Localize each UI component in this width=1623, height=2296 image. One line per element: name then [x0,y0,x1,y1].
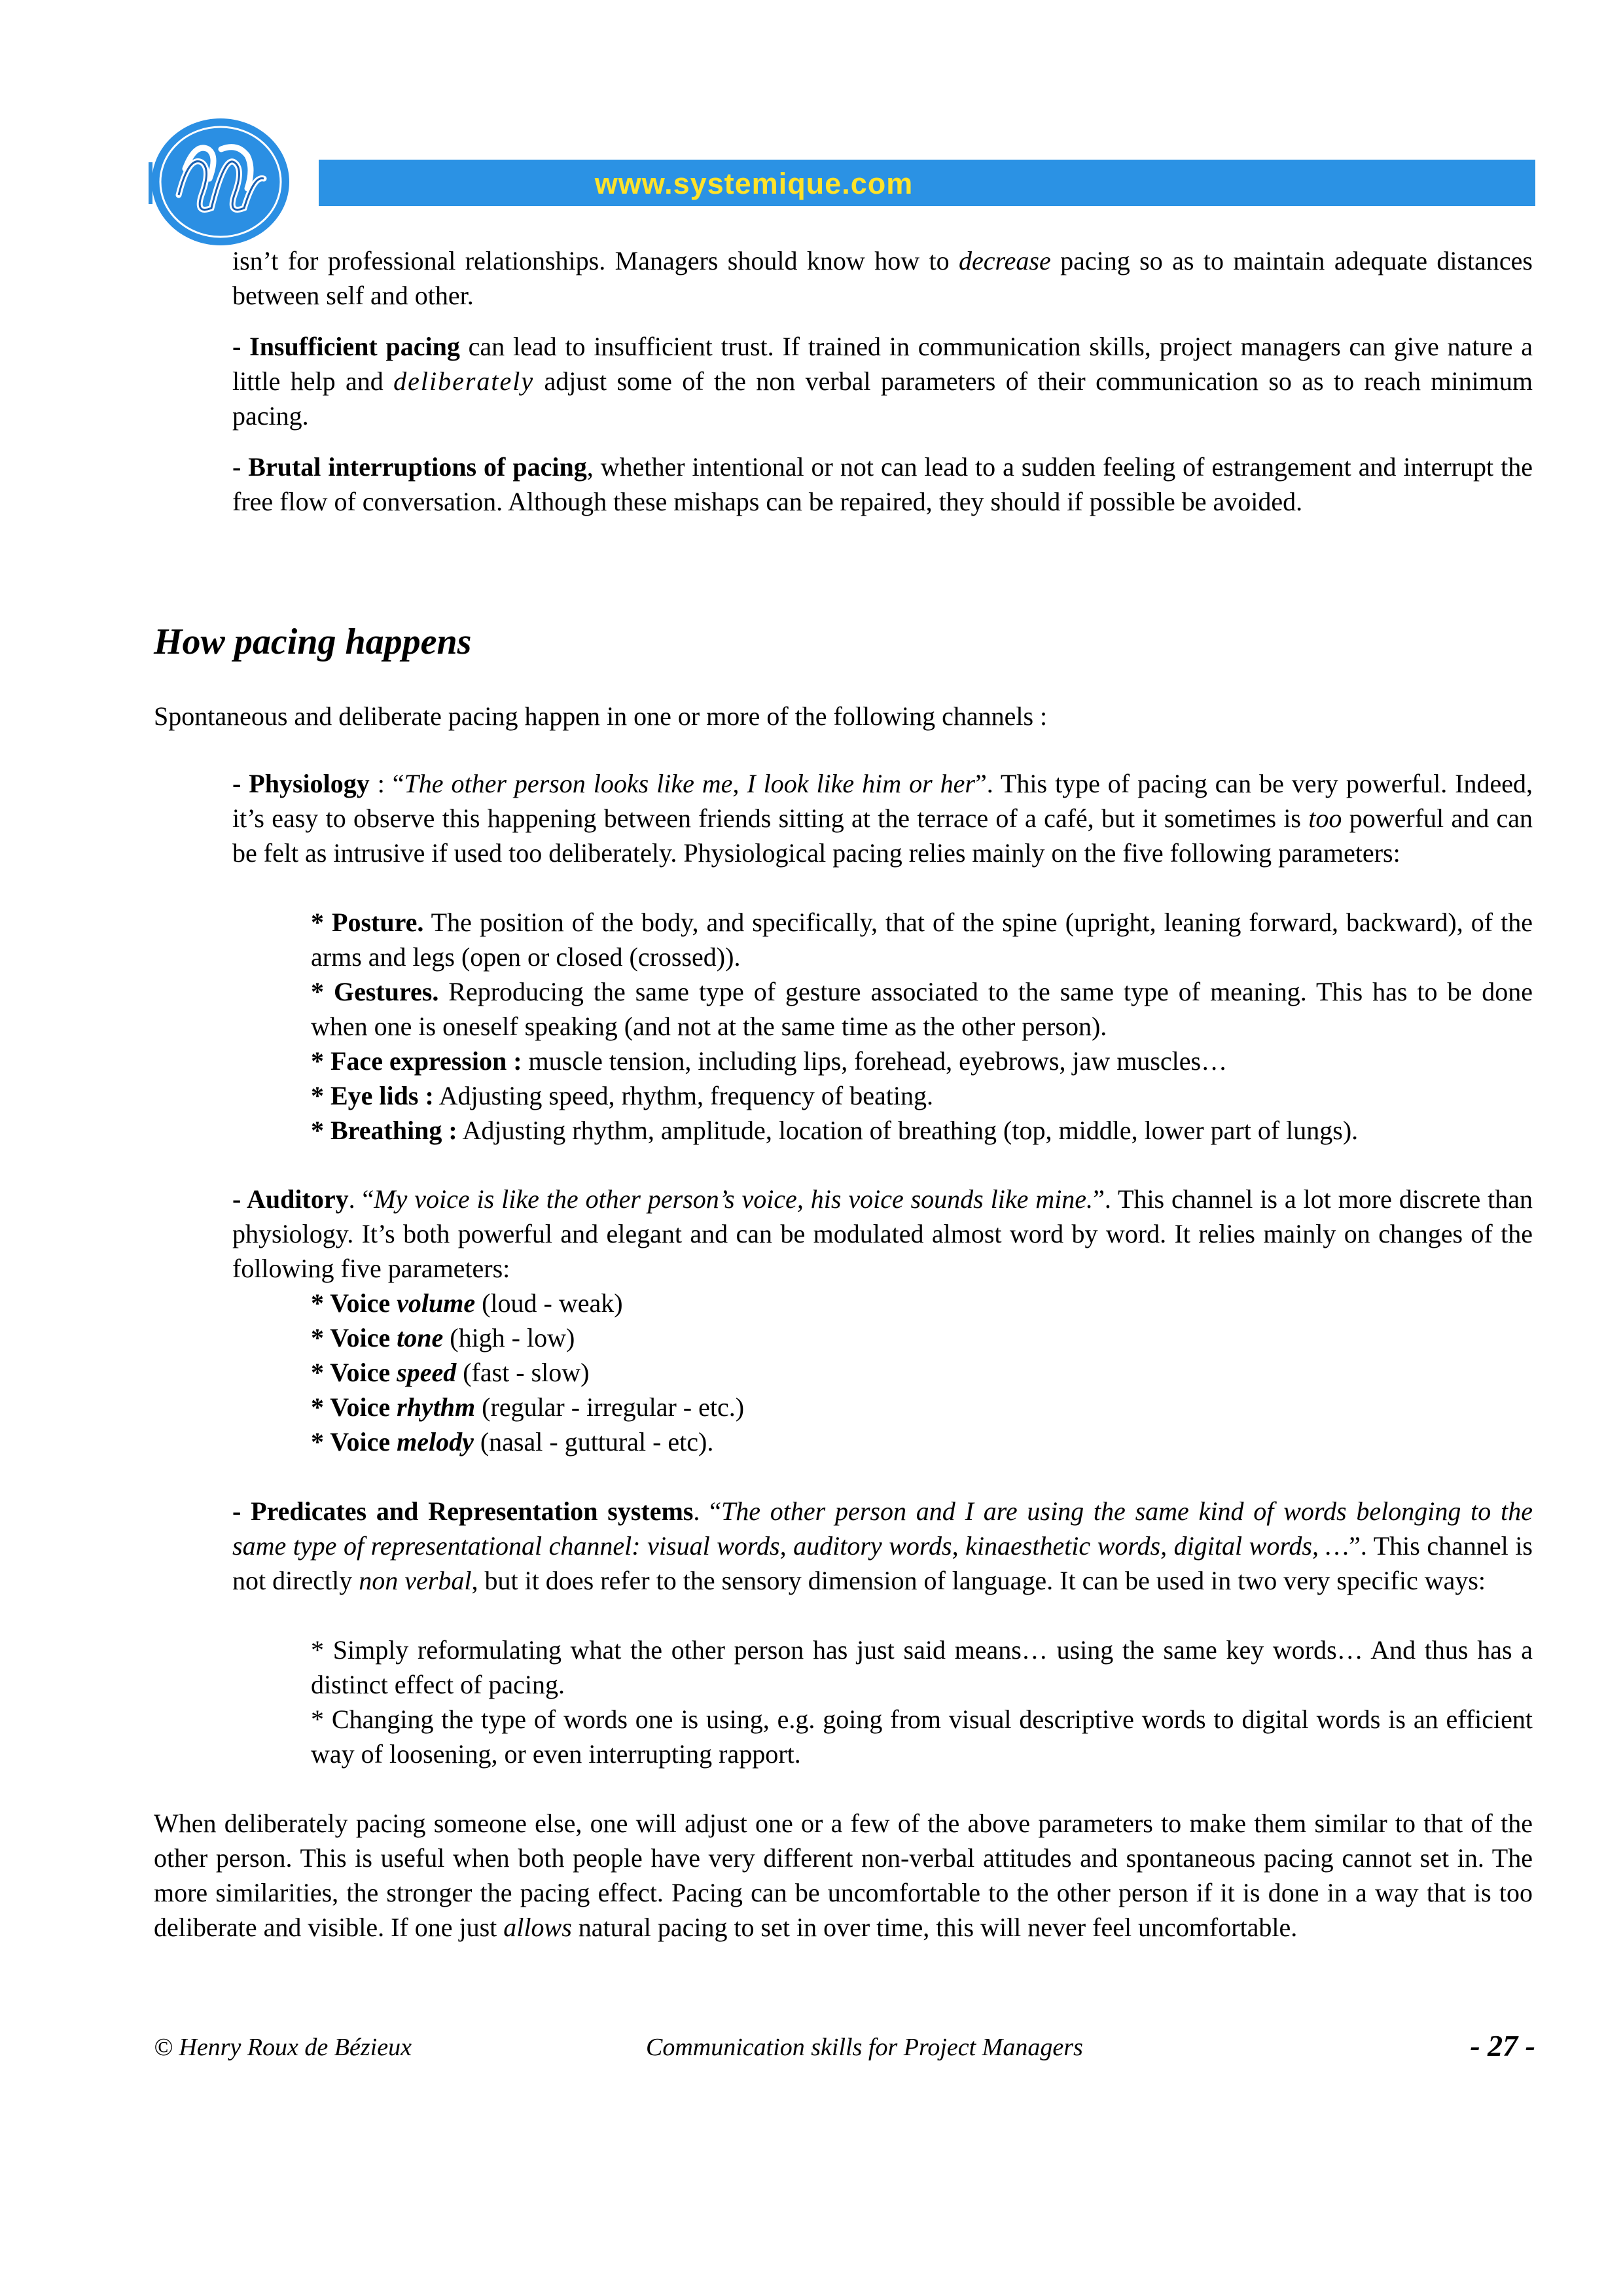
brutal-interruptions-paragraph [232,450,1533,519]
bold-label: - Insufficient pacing [232,332,460,361]
emphasis: tone [397,1323,444,1352]
voice-melody-item [311,1424,713,1459]
text: . “ [693,1496,721,1526]
bold-label: - Physiology [232,769,370,798]
text: can lead to insufficient trust. If trained in communication skills, project managers can give nature a little help and [232,332,1533,396]
footer-author: © Henry Roux de Bézieux [154,2034,412,2061]
text: . “ [348,1184,374,1214]
quote: My voice is like the other person’s voice, his voice sounds like mine. [374,1184,1094,1214]
gestures-item [311,974,1533,1044]
text: isn’t for professional relationships. Managers should know how to [232,246,959,275]
header-url[interactable]: www.systemique.com [594,167,914,200]
intro-paragraph-1 [232,243,1533,313]
text: (regular - irregular - etc.) [475,1392,745,1422]
closing-paragraph [154,1806,1533,1945]
face-expression-item [311,1044,1227,1078]
bold-label: - Auditory [232,1184,349,1214]
auditory-paragraph [232,1182,1533,1286]
text: , whether intentional or not can lead to a sudden feeling of estrangement and interrupt the free flow of conversation. Although these mishaps can be repaired, they should if possible be avoided. [232,452,1533,516]
quote: The other person and I are using the same kind of words belonging to the same type of representational channel: visual words, auditory words, kinaesthetic words, digital words, … [232,1496,1533,1561]
systemique-logo-icon [149,116,292,247]
text: natural pacing to set in over time, this will never feel uncomfortable. [571,1913,1298,1942]
text: ”. This type of pacing can be very powerful. Indeed, it’s easy to observe this happening between friends sitting at the terrace of a café, but it sometimes is [232,769,1533,833]
physiology-paragraph [232,766,1533,870]
section-heading: How pacing happens [154,622,472,662]
bold-label: * Gestures. [311,977,439,1006]
text: ”. This channel is not directly [232,1531,1533,1595]
predicates-paragraph [232,1494,1533,1598]
text: (fast - slow) [456,1358,590,1387]
bold-label: * Face expression : [311,1046,522,1076]
posture-item [311,905,1533,974]
emphasis: decrease [959,246,1051,275]
emphasis: allows [503,1913,572,1942]
footer-title: Communication skills for Project Managers [646,2034,1083,2061]
bold-label: * Voice [311,1358,397,1387]
emphasis: speed [397,1358,457,1387]
breathing-item [311,1113,1358,1148]
emphasis: deliberately [393,366,535,396]
section-lead: Spontaneous and deliberate pacing happen in one or more of the following channels : [154,701,1048,731]
text: (high - low) [443,1323,575,1352]
text: (nasal - guttural - etc). [473,1427,714,1457]
emphasis: melody [397,1427,474,1457]
eye-lids-item [311,1078,933,1113]
emphasis: non verbal [359,1566,472,1595]
insufficient-pacing-paragraph [232,329,1533,433]
text: powerful and can be felt as intrusive if used too deliberately. Physiological pacing relies mainly on the five following parameters: [232,804,1533,868]
text: Reproducing the same type of gesture associated to the same type of meaning. This has to be done when one is oneself speaking (and not at the same time as the other person). [311,977,1533,1041]
reformulating-item: * Simply reformulating what the other person has just said means… using the same key words… And thus has a distinct effect of pacing. [311,1635,1533,1699]
changing-words-item: * Changing the type of words one is using, e.g. going from visual descriptive words to digital words is an efficient way of loosening, or even interrupting rapport. [311,1704,1533,1769]
bold-label: * Voice [311,1288,397,1318]
text: ”. This channel is a lot more discrete than physiology. It’s both powerful and elegant and can be modulated almost word by word. It relies mainly on changes of the following five parameters: [232,1184,1533,1283]
text: When deliberately pacing someone else, one will adjust one or a few of the above parameters to make them similar to that of the other person. This is useful when both people have very different non-verbal attitudes and spontaneous pacing cannot set in. The more similarities, the stronger the pacing effect. Pacing can be uncomfortable to the other person if it is done in a way that is too deliberate and visible. If one just [154,1809,1533,1942]
bold-label: * Breathing : [311,1116,457,1145]
bold-label: * Posture. [311,908,424,937]
text: The position of the body, and specifically, that of the spine (upright, leaning forward, backward), of the arms and legs (open or closed (crossed)). [311,908,1533,972]
bold-label: * Eye lids : [311,1081,434,1110]
voice-volume-item [311,1286,623,1320]
text: Adjusting speed, rhythm, frequency of beating. [433,1081,933,1110]
voice-speed-item [311,1355,589,1390]
bold-label: - Predicates and Representation systems [232,1496,694,1526]
emphasis: too [1308,804,1342,833]
bold-label: * Voice [311,1427,397,1457]
voice-tone-item [311,1320,575,1355]
bold-label: * Voice [311,1392,397,1422]
emphasis: rhythm [397,1392,476,1422]
emphasis: volume [397,1288,476,1318]
text: Adjusting rhythm, amplitude, location of breathing (top, middle, lower part of lungs). [457,1116,1359,1145]
text: : “ [369,769,404,798]
voice-rhythm-item [311,1390,744,1424]
bold-label: * Voice [311,1323,397,1352]
text: (loud - weak) [475,1288,623,1318]
quote: The other person looks like me, I look like him or her [404,769,975,798]
text: , but it does refer to the sensory dimension of language. It can be used in two very specific ways: [471,1566,1486,1595]
page-number: - 27 - [1470,2029,1535,2062]
bold-label: - Brutal interruptions of pacing [232,452,587,482]
text: pacing so as to maintain adequate distances between self and other. [232,246,1533,310]
text: adjust some of the non verbal parameters of their communication so as to reach minimum pacing. [232,366,1533,431]
text: muscle tension, including lips, forehead, eyebrows, jaw muscles… [522,1046,1228,1076]
